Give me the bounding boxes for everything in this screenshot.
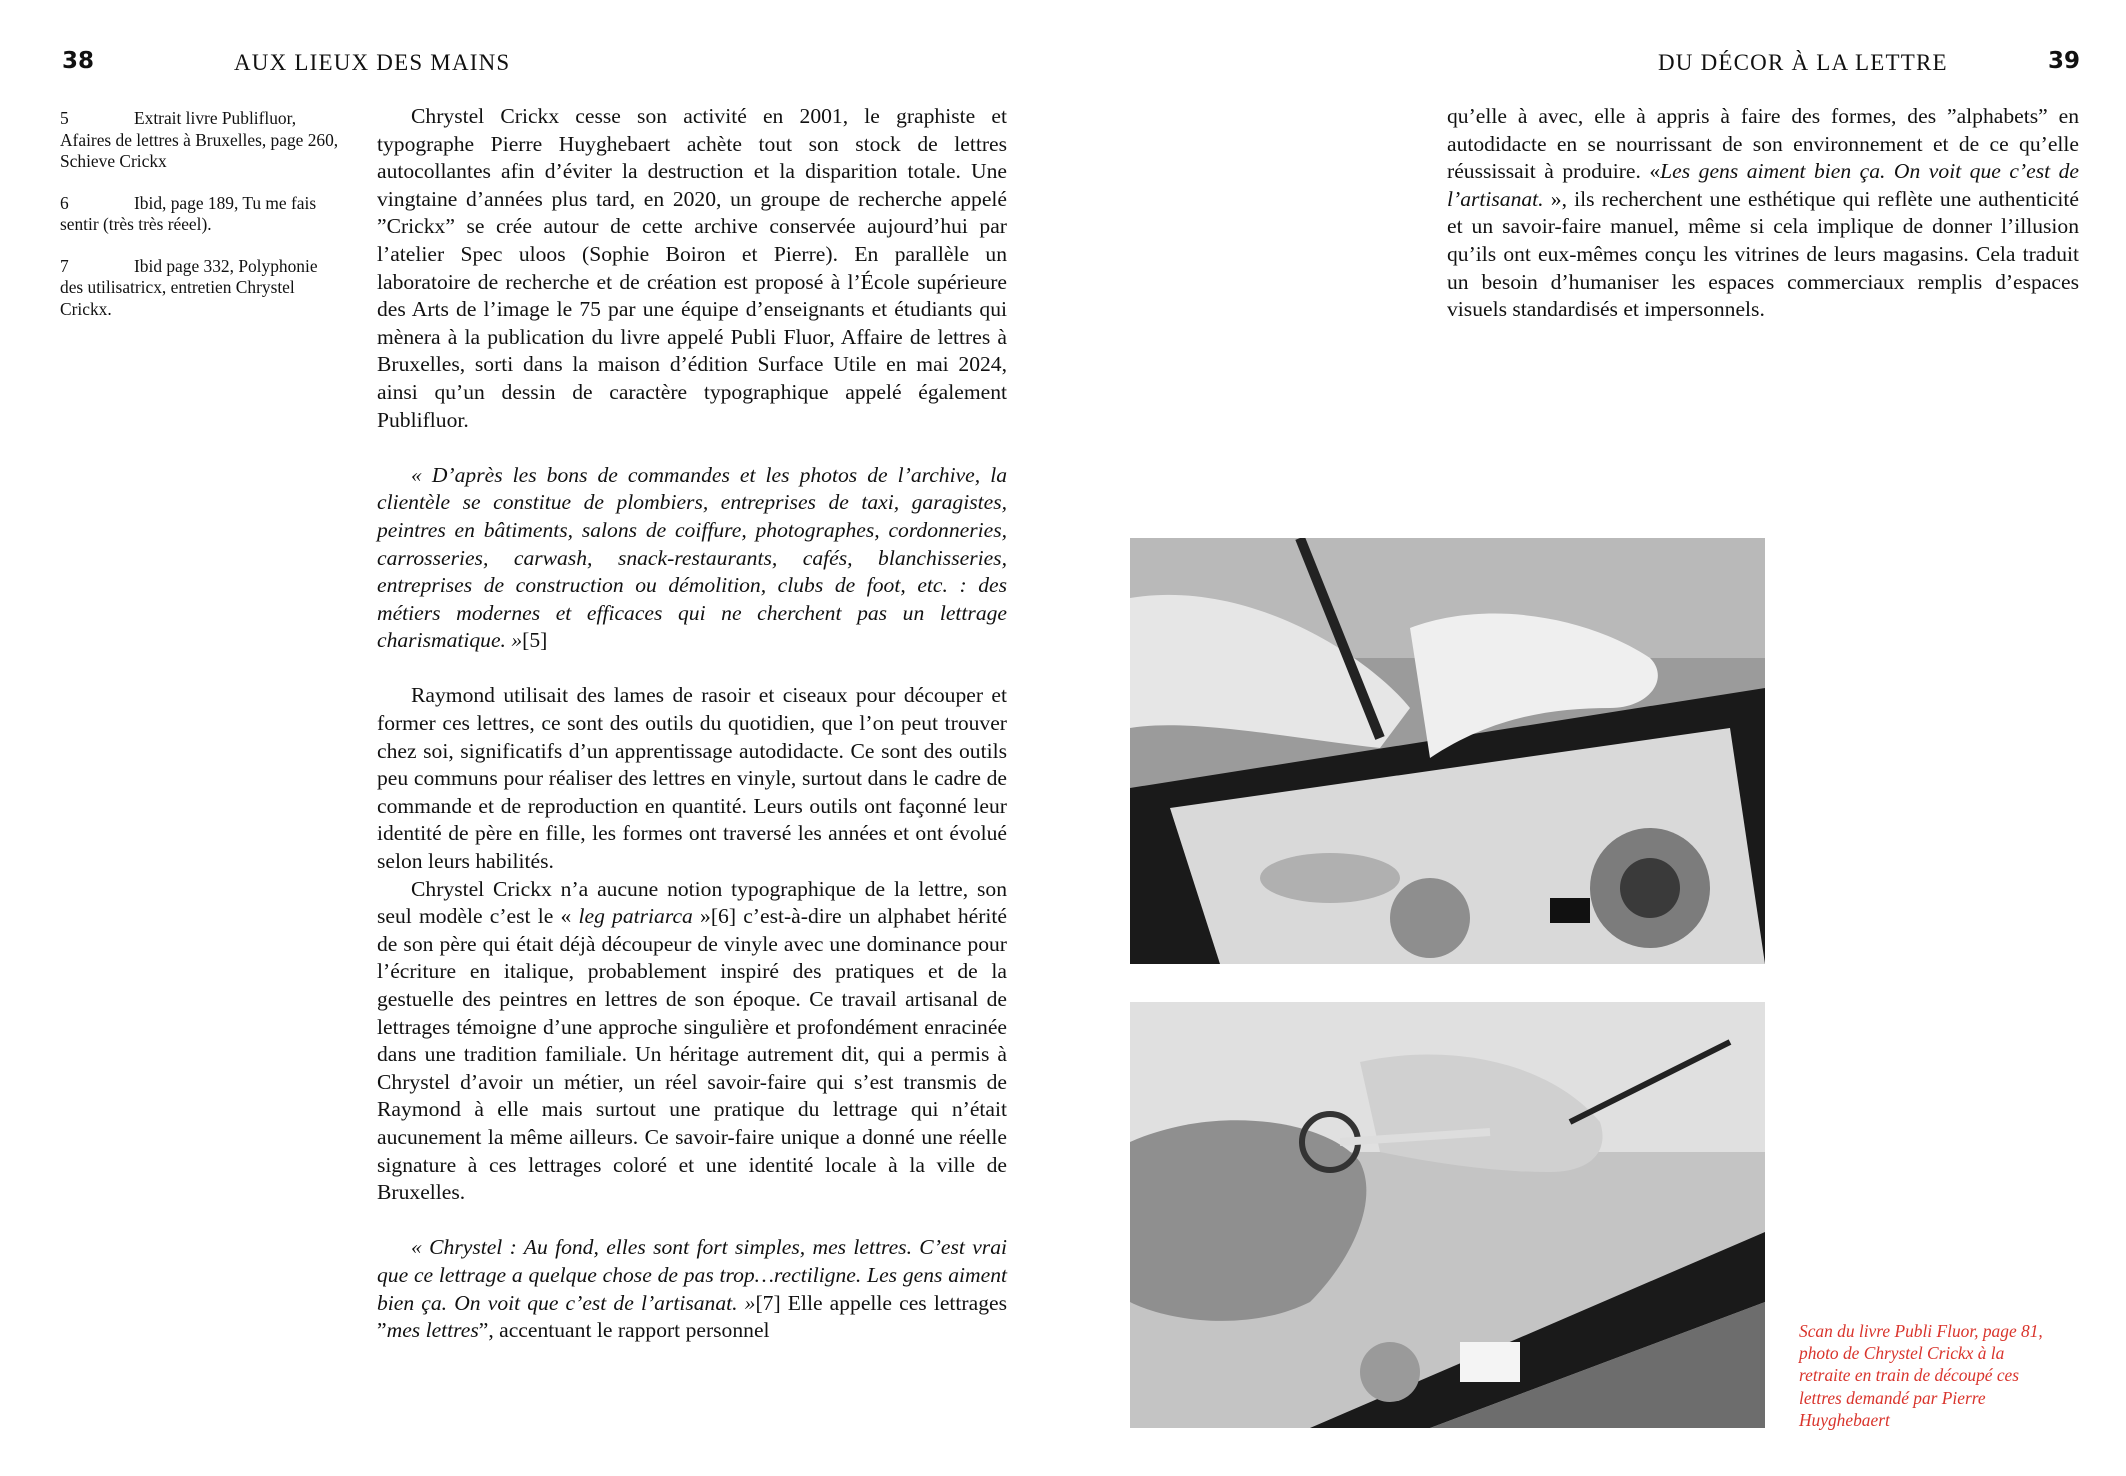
paragraph-3-start: Chrystel Crickx n’a aucune notion typographique de la lettre, son seul modèle c’est le « [377,876,1007,929]
quote-1-ref: [5] [522,628,548,653]
quote-1 [377,462,1007,655]
main-text-column [377,103,1007,1345]
paragraph-3 [377,876,1007,1207]
quote-2-text: « Chrystel : Au fond, elles sont fort simples, mes lettres. C’est vrai que ce lettrage a quelque chose de pas trop…rectiligne. Les gens aiment bien ça. On voit que c’est de l’artisanat. » [377,1235,1007,1315]
paragraph-2: Raymond utilisait des lames de rasoir et ciseaux pour découper et former ces lettres, ce sont des outils du quotidien, que l’on peut trouver chez soi, significatifs d’un apprentissage autodidacte. Ce sont des outils peu communs pour réaliser des lettres en vinyle, surtout dans le cadre de commande et de reproduction en quantité. Leurs outils ont façonné leur identité de père en fille, les formes ont traversé les années et ont évolué selon leurs habilités. [377,683,1007,874]
footnote-7 [60,256,345,321]
footnote-6 [60,193,345,236]
quote-2 [377,1234,1007,1344]
right-paragraph [1447,103,2079,324]
paragraph-4-start: Elle appelle ces lettrages ” [377,1290,1007,1343]
paragraph-4-italic: mes lettres [386,1318,479,1343]
paragraph-3-end: c’est-à-dire un alphabet hérité de son père qui était déjà découpeur de vinyle avec une dominance pour l’écriture en italique, probablement inspiré des pratiques et de la gestuelle des peintres en lettres de son époque. Ce travail artisanal de lettrages témoigne d’une approche singulière et profondément enracinée dans une tradition familiale. Un héritage autrement dit, qui a permis à Chrystel d’avoir un métier, un réel savoir-faire qui s’est transmis de Raymond à elle mais surtout une pratique du lettrage qui n’était aucunement la même ailleurs. Ce savoir-faire unique a donné une réelle signature à ces lettrages coloré et une identité locale à la ville de Bruxelles. [377,904,1008,1205]
quote-2-ref: [7] [755,1290,781,1315]
right-running-head: DU DÉCOR À LA LETTRE [1658,50,1948,75]
left-page-number: 38 [62,48,95,74]
paragraph-4-end: ”, accentuant le rapport personnel [478,1318,770,1343]
photo-hands-cutting-1 [1130,538,1765,964]
paragraph-3-italic: leg patriarca [578,904,693,929]
right-paragraph-start: qu’elle à avec, elle à appris à faire des formes, des ”alphabets” en autodidacte en se nourrissant de son environnement et de ce qu’elle réussissait à produire. « [1447,104,2079,184]
footnote-text: Ibid, page 189, Tu me fais sentir (très très réeel). [60,192,317,234]
footnote-number: 5 [60,108,69,128]
quote-1-text: « D’après les bons de commandes et les photos de l’archive, la clientèle se constitue de plombiers, entreprises de taxi, garagistes, peintres en bâtiments, salons de coiffure, photographes, cordonneries, carrosseries, carwash, snack-restaurants, cafés, blanchisseries, entreprises de construction ou démolition, clubs de foot, etc. : des métiers modernes et efficaces qui ne cherchent pas un lettrage charismatique. » [377,462,1007,653]
photo-caption: Scan du livre Publi Fluor, page 81, photo de Chrystel Crickx à la retraite en train de découpé ces lettres demandé par Pierre Huyghebaert [1799,1321,2043,1430]
right-text-block [1447,103,2079,324]
footnotes [60,108,345,340]
right-page-number: 39 [2048,48,2081,74]
right-paragraph-end: », ils recherchent une esthétique qui reflète une authenticité et un savoir-faire manuel, même si cela implique de donner l’illusion qu’ils ont eux-mêmes conçu les vitrines de leurs magasins. Cela traduit un besoin d’humaniser les espaces commerciaux remplis d’espaces visuels standardisés et impersonnels. [1447,186,2079,322]
footnote-number: 6 [60,192,69,213]
footnote-number: 7 [60,255,69,276]
left-running-head: AUX LIEUX DES MAINS [234,50,511,75]
footnote-text: Extrait livre Publifluor, Afaires de lettres à Bruxelles, page 260, Schieve Crickx [60,108,339,171]
right-paragraph-italic: Les gens aiment bien ça. On voit que c’est de l’artisanat. [1447,159,2079,211]
photo-hands-cutting-2 [1130,1002,1765,1428]
photo-1-illustration [1130,538,1765,964]
paragraph-1: Chrystel Crickx cesse son activité en 2001, le graphiste et typographe Pierre Huyghebaert achète tout son stock de lettres autocollantes afin d’éviter la destruction et la disparition totale. Une vingtaine d’années plus tard, en 2020, un groupe de recherche appelé ”Crickx” se crée autour de cette archive conservée aujourd’hui par l’atelier Spec uloos (Sophie Boiron et Pierre). En parallèle un laboratoire de recherche et de création est proposé à l’École supérieure des Arts de l’image le 75 par une équipe d’enseignants et étudiants qui mènera à la publication du livre appelé Publi Fluor, Affaire de lettres à Bruxelles, sorti dans la maison d’édition Surface Utile en mai 2024, ainsi qu’un dessin de caractère typographique appelé également Publifluor. [377,104,1007,432]
photo-2-illustration [1130,1002,1765,1428]
paragraph-3-ref: »[6] [692,904,737,929]
footnote-text: Ibid page 332, Polyphonie des utilisatricx, entretien Chrystel Crickx. [60,255,318,319]
footnote-5 [60,108,345,173]
